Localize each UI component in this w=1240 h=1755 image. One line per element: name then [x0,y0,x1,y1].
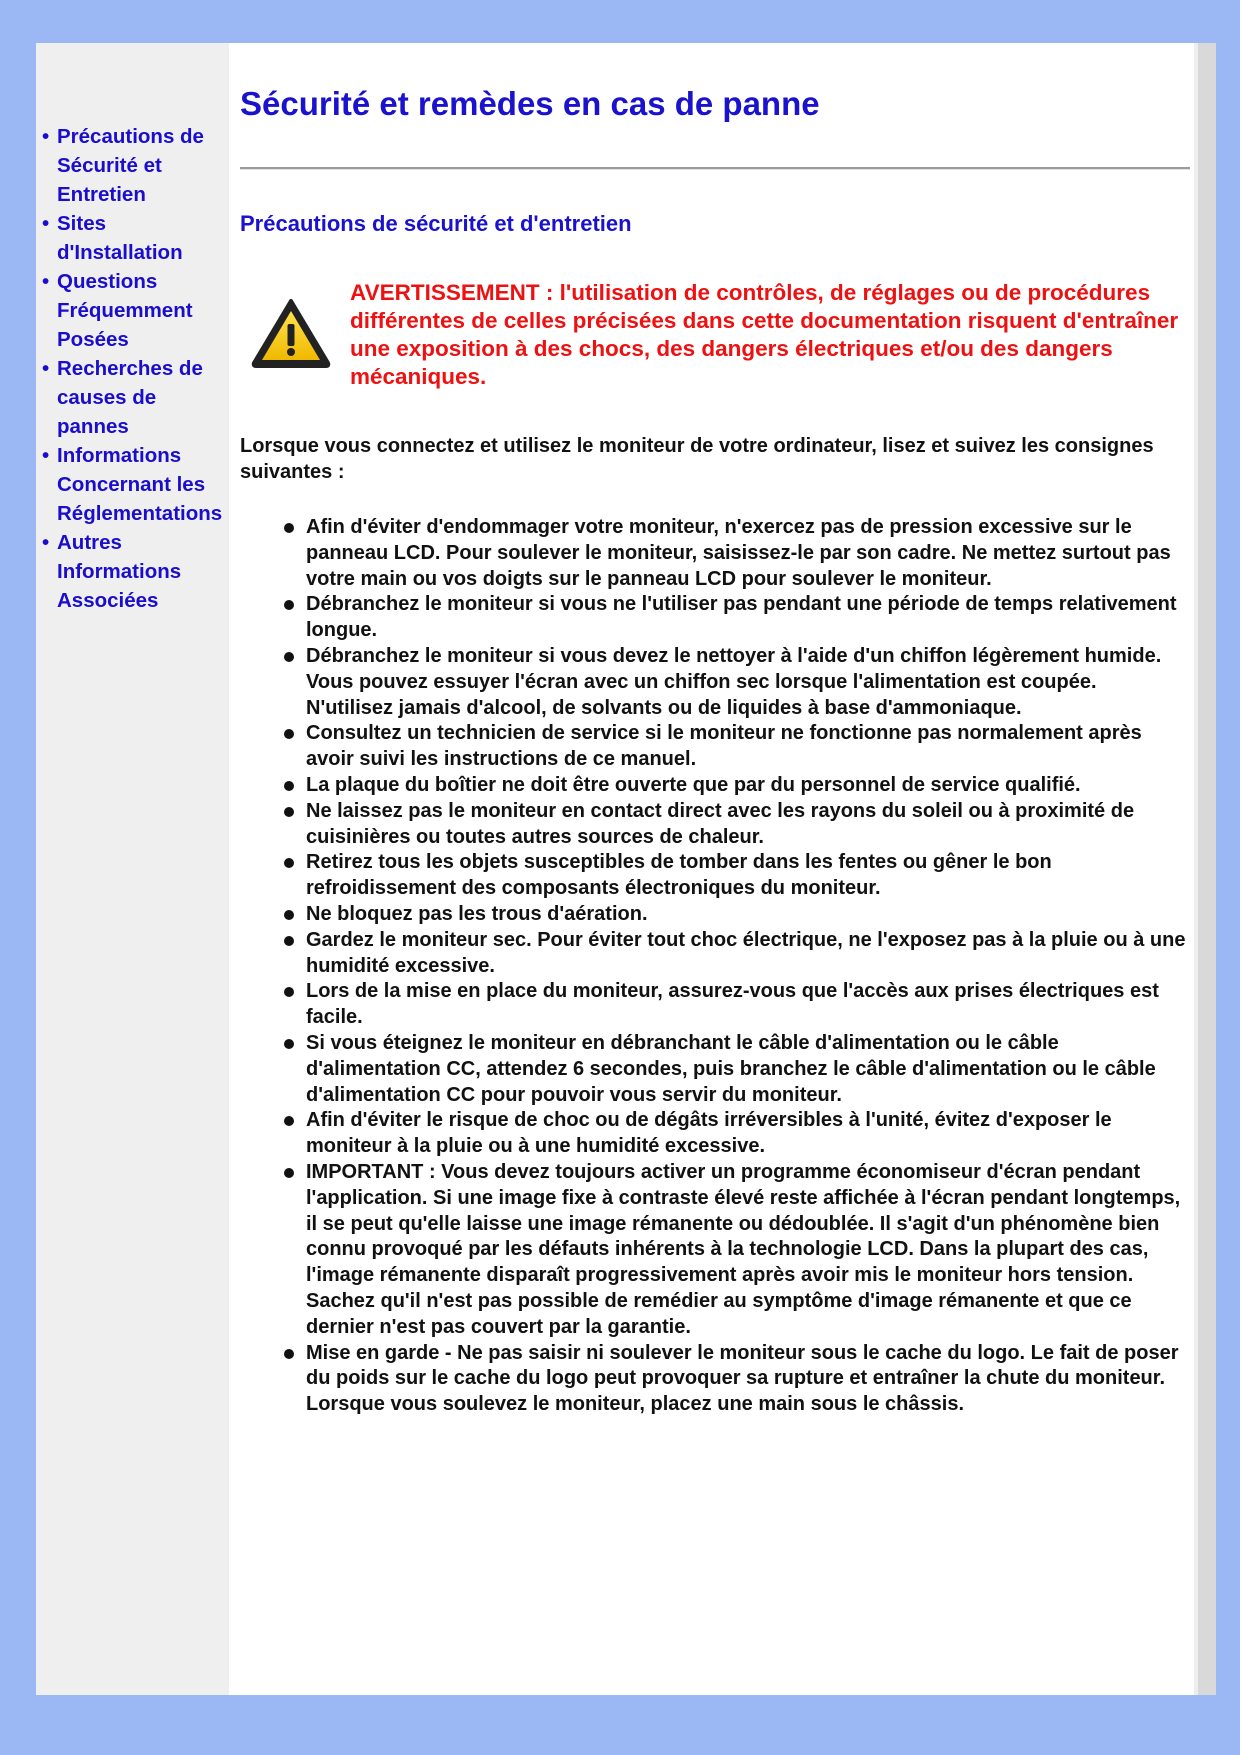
list-item: Débranchez le moniteur si vous ne l'utiliser pas pendant une période de temps relativement longue. [306,592,1186,644]
sidebar-nav [36,43,229,1695]
sidebar-link[interactable]: Autres Informations Associées [57,531,182,612]
page-title: Sécurité et remèdes en cas de panne [240,85,820,122]
list-item: Débranchez le moniteur si vous devez le nettoyer à l'aide d'un chiffon légèrement humide. Vous pouvez essuyer l'écran avec un chiffon sec lorsque l'alimentation est coupée. N'utilisez jamais d'alcool, de solvants ou de liquides à base d'ammoniaque. [306,644,1186,721]
list-item: Gardez le moniteur sec. Pour éviter tout choc électrique, ne l'exposez pas à la pluie ou à une humidité excessive. [306,928,1186,980]
sidebar-link[interactable]: Informations Concernant les Réglementations [57,444,223,525]
divider [240,167,1190,170]
sidebar-link[interactable]: Précautions de Sécurité et Entretien [57,125,204,206]
sidebar-item-installation[interactable]: • Sites d'Installation [42,209,229,267]
warning-triangle-icon [250,297,332,369]
sidebar-link[interactable]: Recherches de causes de pannes [57,357,203,438]
list-item: Mise en garde - Ne pas saisir ni soulever le moniteur sous le cache du logo. Le fait de poser du poids sur le cache du logo peut provoquer sa rupture et entraîner la chute du moniteur. Lorsque vous soulevez le moniteur, placez une main sous le châssis. [306,1341,1186,1418]
sidebar-link[interactable]: Questions Fréquemment Posées [57,270,193,351]
page-frame [36,43,1216,1695]
sidebar-item-troubleshooting[interactable]: • Recherches de causes de pannes [42,354,229,441]
warning-box [240,279,1190,389]
list-item: La plaque du boîtier ne doit être ouverte que par du personnel de service qualifié. [306,773,1186,799]
warning-text: AVERTISSEMENT : l'utilisation de contrôles, de réglages ou de procédures différentes de celles précisées dans cette documentation risquent d'entraîner une exposition à des chocs, des dangers électriques et/ou des dangers mécaniques. [350,280,1179,389]
list-item: Afin d'éviter d'endommager votre moniteur, n'exercez pas de pression excessive sur le panneau LCD. Pour soulever le moniteur, saisissez-le par son cadre. Ne mettez surtout pas votre main ou vos doigts sur le panneau LCD pour soulever le moniteur. [306,515,1186,592]
sidebar-item-regulatory[interactable]: • Informations Concernant les Réglementations [42,441,229,528]
sidebar-item-faq[interactable]: • Questions Fréquemment Posées [42,267,229,354]
scrollbar[interactable] [1194,43,1216,1695]
list-item: Si vous éteignez le moniteur en débranchant le câble d'alimentation ou le câble d'alimentation CC, attendez 6 secondes, puis branchez le câble d'alimentation ou le câble d'alimentation CC pour pouvoir vous servir du moniteur. [306,1031,1186,1108]
section-title: Précautions de sécurité et d'entretien [240,211,632,236]
list-item: Lors de la mise en place du moniteur, assurez-vous que l'accès aux prises électriques est facile. [306,979,1186,1031]
sidebar-item-precautions[interactable]: • Précautions de Sécurité et Entretien [42,122,229,209]
list-item: Consultez un technicien de service si le moniteur ne fonctionne pas normalement après avoir suivi les instructions de ce manuel. [306,721,1186,773]
precautions-list [306,515,1186,1418]
list-item: IMPORTANT : Vous devez toujours activer un programme économiseur d'écran pendant l'application. Si une image fixe à contraste élevé reste affichée à l'écran pendant longtemps, il se peut qu'elle laisse une image rémanente ou dédoublée. Il s'agit d'un phénomène bien connu provoqué par les défauts inhérents à la technologie LCD. Dans la plupart des cas, l'image rémanente disparaît progressivement après avoir mis le moniteur hors tension. Sachez qu'il n'est pas possible de remédier au symptôme d'image rémanente et que ce dernier n'est pas couvert par la garantie. [306,1160,1186,1341]
list-item: Ne laissez pas le moniteur en contact direct avec les rayons du soleil ou à proximité de cuisinières ou toutes autres sources de chaleur. [306,799,1186,851]
sidebar-link[interactable]: Sites d'Installation [57,212,183,264]
sidebar-item-other-info[interactable]: • Autres Informations Associées [42,528,229,615]
list-item: Afin d'éviter le risque de choc ou de dégâts irréversibles à l'unité, évitez d'exposer le moniteur à la pluie ou à une humidité excessive. [306,1108,1186,1160]
list-item: Ne bloquez pas les trous d'aération. [306,902,1186,928]
intro-text: Lorsque vous connectez et utilisez le moniteur de votre ordinateur, lisez et suivez les consignes suivantes : [240,435,1154,483]
list-item: Retirez tous les objets susceptibles de tomber dans les fentes ou gêner le bon refroidissement des composants électroniques du moniteur. [306,850,1186,902]
